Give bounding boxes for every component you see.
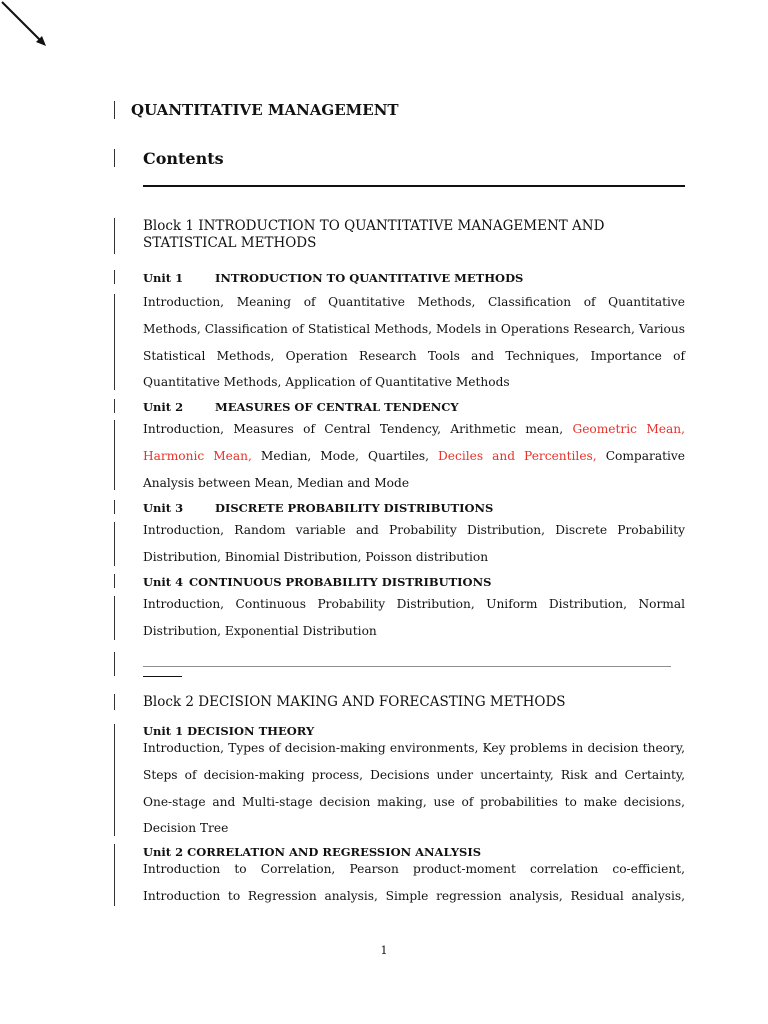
block-separator: ________________________________________________________________________________________	[143, 653, 671, 667]
margin-bar	[114, 420, 115, 490]
desc-text: Comparative Analysis between Mean, Median and Mode	[143, 448, 685, 490]
unit-1-label	[143, 271, 523, 285]
page-number: 1	[380, 944, 388, 957]
unit-number: Unit 4	[143, 575, 184, 589]
unit-title: CONTINUOUS PROBABILITY DISTRIBUTIONS	[189, 575, 492, 589]
contents-heading: Contents	[143, 149, 224, 168]
block-2-unit-2-description: Introduction to Correlation, Pearson product-moment correlation co-efficient, Introduction to Regression analysis, Simple regression analysis, Residual analysis,	[143, 862, 685, 903]
margin-bar	[114, 724, 115, 836]
separator-tail	[143, 676, 182, 677]
unit-title: DISCRETE PROBABILITY DISTRIBUTIONS	[215, 501, 494, 515]
unit-title: INTRODUCTION TO QUANTITATIVE METHODS	[215, 271, 524, 285]
margin-bar	[114, 844, 115, 906]
block-1-heading: Block 1 INTRODUCTION TO QUANTITATIVE MANAGEMENT AND STATISTICAL METHODS	[143, 218, 605, 251]
margin-bar	[114, 574, 115, 588]
block-2-unit-1-label: Unit 1 DECISION THEORY	[143, 724, 315, 738]
unit-number: Unit 3	[143, 501, 184, 515]
arrow-cursor-icon	[0, 0, 50, 50]
margin-bar	[114, 399, 115, 413]
unit-2-description	[143, 416, 685, 496]
highlighted-text: Geometric Mean, Harmonic Mean,	[143, 422, 685, 463]
margin-bar	[114, 270, 115, 284]
margin-bar	[114, 500, 115, 514]
unit-number: Unit 2	[143, 400, 184, 414]
unit-3-label	[143, 501, 493, 515]
unit-3-description: Introduction, Random variable and Probability Distribution, Discrete Probability Distribution, Binomial Distribution, Poisson distribution	[143, 523, 685, 564]
highlighted-text: Deciles and Percentiles,	[438, 448, 597, 463]
unit-4-description: Introduction, Continuous Probability Distribution, Uniform Distribution, Normal Distribution, Exponential Distribution	[143, 597, 685, 638]
margin-bar	[114, 652, 115, 676]
margin-bar	[114, 294, 115, 390]
desc-text: Median, Mode, Quartiles,	[251, 448, 439, 463]
block-2-unit-1-description: Introduction, Types of decision-making environments, Key problems in decision theory, Steps of decision-making process, Decisions under uncertainty, Risk and Certainty, One-stage and Multi-stage decision making, use of probabilities to make decisions, Decision Tree	[143, 741, 685, 836]
margin-bar	[114, 218, 115, 254]
contents-rule	[143, 185, 685, 187]
margin-bar	[114, 149, 115, 167]
margin-bar	[114, 596, 115, 640]
unit-number: Unit 1	[143, 271, 184, 285]
document-title: QUANTITATIVE MANAGEMENT	[131, 101, 399, 119]
unit-title: MEASURES OF CENTRAL TENDENCY	[215, 400, 459, 414]
desc-text: Introduction, Measures of Central Tendency, Arithmetic mean,	[143, 422, 573, 436]
unit-4-label	[143, 575, 491, 589]
unit-2-label	[143, 400, 459, 414]
margin-bar	[114, 694, 115, 710]
margin-bar	[114, 101, 115, 119]
unit-1-description: Introduction, Meaning of Quantitative Methods, Classification of Quantitative Methods, Classification of Statistical Methods, Models in Operations Research, Various Statistical Methods, Operation Research Tools and Techniques, Importance of Quantitative Methods, Application of Quantitative Methods	[143, 295, 685, 390]
block-2-heading: Block 2 DECISION MAKING AND FORECASTING METHODS	[143, 694, 566, 710]
margin-bar	[114, 522, 115, 566]
block-2-unit-2-label: Unit 2 CORRELATION AND REGRESSION ANALYSIS	[143, 845, 482, 859]
